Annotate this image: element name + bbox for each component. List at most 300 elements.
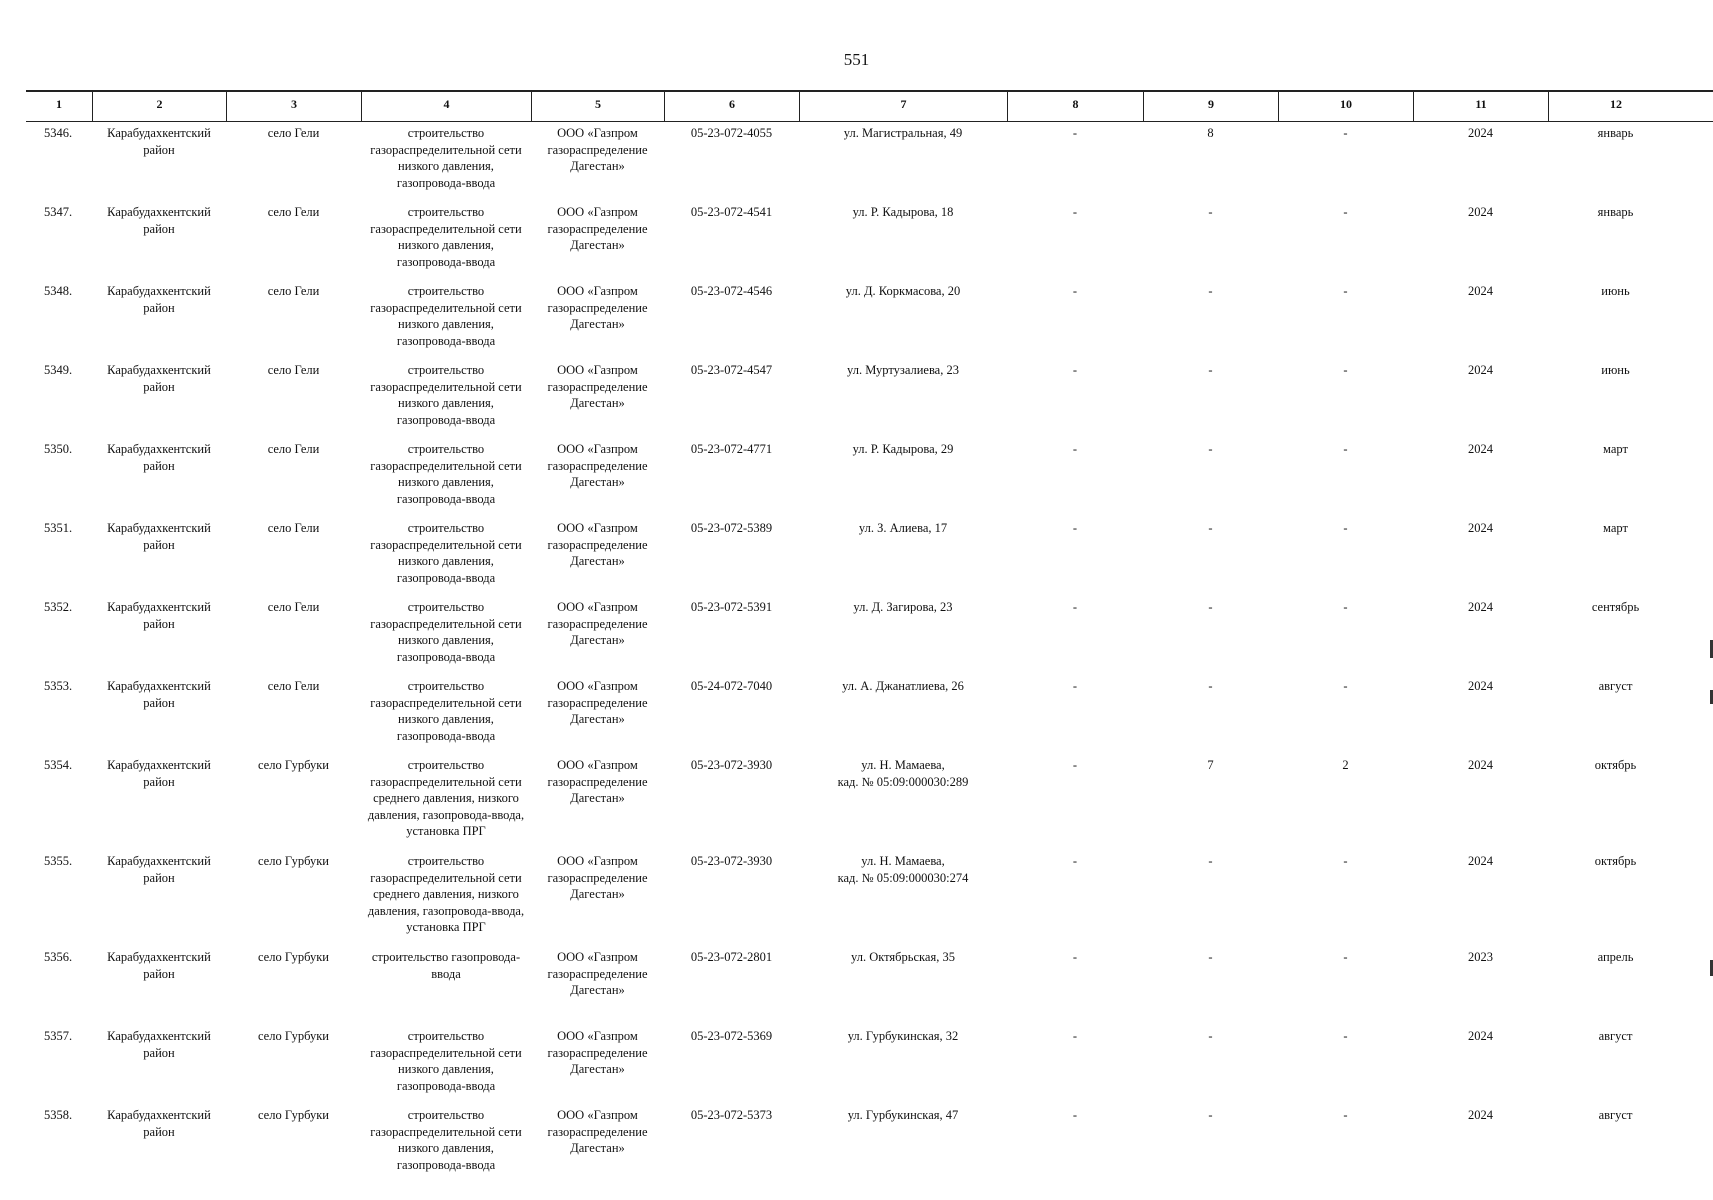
cell-line: Карабудахкентский: [107, 1108, 211, 1122]
cell-line: Карабудахкентский: [107, 679, 211, 693]
cell-line: ООО «Газпром: [557, 950, 638, 964]
table-cell-col-2: [92, 438, 226, 517]
table-cell-col-1: 5352.: [44, 600, 73, 614]
cell-line: строительство: [407, 205, 485, 219]
table-cell-col-4: [361, 280, 531, 359]
cell-line: Карабудахкентский: [107, 363, 211, 377]
table-cell-col-7: [799, 280, 1007, 359]
table-cell-col-5: [531, 1025, 664, 1104]
table-cell-col-10: -: [1343, 521, 1348, 535]
table-row: [26, 438, 1713, 517]
cell-line: газораспределительной сети: [370, 695, 522, 710]
cell-line: низкого давления,: [398, 317, 494, 331]
cell-line: газопровода-ввода: [396, 649, 496, 664]
cell-line: ул. Гурбукинская, 32: [847, 1029, 959, 1043]
cell-line: газораспределение: [547, 300, 648, 315]
table-cell-col-6: 05-23-072-3930: [690, 758, 773, 772]
table-cell-col-6: 05-23-072-2801: [690, 950, 773, 964]
table-cell-col-12: апрель: [1597, 950, 1634, 964]
table-cell-col-3: село Гурбуки: [257, 854, 329, 868]
cell-line: газораспределение: [547, 537, 648, 552]
table-cell-col-7: [799, 438, 1007, 517]
table-cell-col-7: [799, 517, 1007, 596]
cell-line: ООО «Газпром: [557, 1029, 638, 1043]
table-cell-col-1: 5355.: [44, 854, 73, 868]
cell-line: Карабудахкентский: [107, 205, 211, 219]
table-cell-col-3: село Гели: [267, 205, 320, 219]
table-cell-col-2: [92, 201, 226, 280]
cell-line: строительство газопровода-: [371, 950, 521, 964]
table-cell-col-5: [531, 280, 664, 359]
table-cell-col-2: [92, 754, 226, 850]
column-header: 10: [1278, 92, 1413, 121]
table-cell-col-11: 2024: [1468, 854, 1493, 868]
table-cell-col-7: [799, 1025, 1007, 1104]
table-cell-col-1: 5350.: [44, 442, 73, 456]
table-row: [26, 517, 1713, 596]
cell-line: ООО «Газпром: [557, 363, 638, 377]
table-cell-col-11: 2024: [1468, 1108, 1493, 1122]
cell-line: газораспределительной сети: [370, 458, 522, 473]
table-cell-col-8: -: [1072, 600, 1078, 614]
column-header: 3: [226, 92, 361, 121]
cell-line: ООО «Газпром: [557, 521, 638, 535]
cell-line: ул. Н. Мамаева,: [861, 758, 945, 772]
table-cell-col-8: -: [1072, 854, 1078, 868]
table-cell-col-6: 05-23-072-4771: [690, 442, 773, 456]
table-cell-col-2: [92, 1104, 226, 1183]
table-cell-col-6: 05-23-072-4055: [690, 126, 773, 140]
column-header: 12: [1548, 92, 1683, 121]
table-cell-col-12: сентябрь: [1591, 600, 1640, 614]
table-cell-col-3: село Гели: [267, 363, 320, 377]
cell-line: газопровода-ввода: [396, 412, 496, 427]
table-row: [26, 122, 1713, 201]
cell-line: Карабудахкентский: [107, 758, 211, 772]
cell-line: ООО «Газпром: [557, 758, 638, 772]
table-cell-col-8: -: [1072, 363, 1078, 377]
table-cell-col-5: [531, 438, 664, 517]
cell-line: ООО «Газпром: [557, 126, 638, 140]
cell-line: Дагестан»: [570, 159, 625, 173]
cell-line: газораспределение: [547, 221, 648, 236]
table-row: [26, 1104, 1713, 1183]
cell-line: газораспределение: [547, 142, 648, 157]
table-cell-col-11: 2024: [1468, 442, 1493, 456]
cell-line: Дагестан»: [570, 554, 625, 568]
table-row: [26, 280, 1713, 359]
cell-line: ООО «Газпром: [557, 1108, 638, 1122]
table-cell-col-8: -: [1072, 1108, 1078, 1122]
cell-line: газораспределение: [547, 870, 648, 885]
cell-line: кад. № 05:09:000030:289: [837, 774, 969, 789]
table-cell-col-7: [799, 201, 1007, 280]
cell-line: низкого давления,: [398, 475, 494, 489]
table-cell-col-9: -: [1208, 854, 1213, 868]
cell-line: Дагестан»: [570, 1062, 625, 1076]
table-row: [26, 201, 1713, 280]
cell-line: газораспределительной сети: [370, 221, 522, 236]
cell-line: газопровода-ввода: [396, 728, 496, 743]
cell-line: ввода: [431, 966, 461, 981]
table-cell-col-7: [799, 122, 1007, 201]
cell-line: строительство: [407, 363, 485, 377]
cell-line: Дагестан»: [570, 633, 625, 647]
table-cell-col-2: [92, 1025, 226, 1104]
table-cell-col-9: 7: [1207, 758, 1214, 772]
table-cell-col-8: -: [1072, 1029, 1078, 1043]
table-cell-col-12: июнь: [1601, 284, 1630, 298]
table-cell-col-2: [92, 359, 226, 438]
table-cell-col-8: -: [1072, 950, 1078, 964]
table-cell-col-10: -: [1343, 679, 1348, 693]
cell-line: строительство: [407, 126, 485, 140]
table-cell-col-9: -: [1208, 679, 1213, 693]
cell-line: Карабудахкентский: [107, 600, 211, 614]
cell-line: район: [143, 300, 175, 315]
cell-line: район: [143, 1045, 175, 1060]
table-cell-col-10: -: [1343, 205, 1348, 219]
table-cell-col-12: октябрь: [1594, 758, 1637, 772]
cell-line: газораспределение: [547, 1045, 648, 1060]
cell-line: низкого давления,: [398, 712, 494, 726]
cell-line: район: [143, 142, 175, 157]
cell-line: строительство: [407, 854, 485, 868]
cell-line: ул. Д. Загирова, 23: [853, 600, 953, 614]
table-cell-col-2: [92, 850, 226, 946]
cell-line: газораспределительной сети: [370, 537, 522, 552]
table-cell-col-9: -: [1208, 442, 1213, 456]
cell-line: ООО «Газпром: [557, 284, 638, 298]
table-cell-col-7: [799, 596, 1007, 675]
cell-line: газопровода-ввода: [396, 333, 496, 348]
cell-line: район: [143, 1124, 175, 1139]
table-cell-col-9: -: [1208, 1029, 1213, 1043]
cell-line: Дагестан»: [570, 317, 625, 331]
cell-line: ул. А. Джанатлиева, 26: [842, 679, 964, 693]
table-cell-col-1: 5348.: [44, 284, 73, 298]
cell-line: газораспределительной сети: [370, 379, 522, 394]
table-cell-col-9: 8: [1207, 126, 1214, 140]
table-cell-col-5: [531, 850, 664, 946]
cell-line: низкого давления,: [398, 238, 494, 252]
table-cell-col-3: село Гели: [267, 126, 320, 140]
table-cell-col-5: [531, 946, 664, 1025]
cell-line: низкого давления,: [398, 1141, 494, 1155]
table-cell-col-10: -: [1343, 284, 1348, 298]
table-cell-col-6: 05-23-072-5369: [690, 1029, 773, 1043]
table-cell-col-5: [531, 359, 664, 438]
table-cell-col-8: -: [1072, 205, 1078, 219]
cell-line: район: [143, 458, 175, 473]
cell-line: низкого давления,: [398, 396, 494, 410]
cell-line: Дагестан»: [570, 238, 625, 252]
data-table: [26, 90, 1713, 1183]
table-cell-col-3: село Гели: [267, 442, 320, 456]
cell-line: газораспределительной сети: [370, 1045, 522, 1060]
table-cell-col-2: [92, 122, 226, 201]
cell-line: низкого давления,: [398, 1062, 494, 1076]
table-cell-col-7: [799, 850, 1007, 946]
cell-line: строительство: [407, 758, 485, 772]
cell-line: газораспределительной сети: [370, 774, 522, 789]
table-row: [26, 675, 1713, 754]
table-cell-col-5: [531, 122, 664, 201]
table-cell-col-8: -: [1072, 126, 1078, 140]
table-cell-col-11: 2024: [1468, 363, 1493, 377]
table-cell-col-10: -: [1343, 442, 1348, 456]
table-cell-col-3: село Гурбуки: [257, 950, 329, 964]
table-cell-col-9: -: [1208, 284, 1213, 298]
table-cell-col-1: 5349.: [44, 363, 73, 377]
cell-line: газораспределительной сети: [370, 616, 522, 631]
cell-line: ул. Октябрьская, 35: [851, 950, 955, 964]
cell-line: Дагестан»: [570, 475, 625, 489]
cell-line: ул. З. Алиева, 17: [858, 521, 948, 535]
column-header: 5: [531, 92, 664, 121]
table-cell-col-11: 2024: [1468, 521, 1493, 535]
table-cell-col-4: [361, 201, 531, 280]
cell-line: ул. Магистральная, 49: [843, 126, 963, 140]
table-cell-col-10: -: [1343, 363, 1348, 377]
cell-line: Дагестан»: [570, 983, 625, 997]
cell-line: газораспределение: [547, 379, 648, 394]
table-row: [26, 754, 1713, 850]
table-cell-col-2: [92, 517, 226, 596]
cell-line: газораспределение: [547, 1124, 648, 1139]
cell-line: газораспределение: [547, 616, 648, 631]
cell-line: газопровода-ввода: [396, 491, 496, 506]
table-cell-col-10: -: [1343, 126, 1348, 140]
table-cell-col-4: [361, 946, 531, 1025]
cell-line: газораспределительной сети: [370, 1124, 522, 1139]
cell-line: Карабудахкентский: [107, 1029, 211, 1043]
table-cell-col-12: октябрь: [1594, 854, 1637, 868]
table-cell-col-10: -: [1343, 950, 1348, 964]
table-cell-col-6: 05-23-072-4546: [690, 284, 773, 298]
table-cell-col-8: -: [1072, 284, 1078, 298]
cell-line: газораспределительной сети: [370, 870, 522, 885]
table-cell-col-2: [92, 675, 226, 754]
table-cell-col-6: 05-23-072-4547: [690, 363, 773, 377]
cell-line: низкого давления,: [398, 633, 494, 647]
table-cell-col-1: 5358.: [44, 1108, 73, 1122]
table-cell-col-9: -: [1208, 600, 1213, 614]
table-cell-col-11: 2024: [1468, 600, 1493, 614]
table-cell-col-6: 05-23-072-3930: [690, 854, 773, 868]
table-cell-col-10: -: [1343, 854, 1348, 868]
table-cell-col-12: январь: [1597, 205, 1634, 219]
cell-line: район: [143, 221, 175, 236]
table-cell-col-4: [361, 850, 531, 946]
column-header: 9: [1143, 92, 1278, 121]
cell-line: ул. Гурбукинская, 47: [847, 1108, 959, 1122]
cell-line: район: [143, 870, 175, 885]
table-cell-col-3: село Гели: [267, 679, 320, 693]
cell-line: ул. Р. Кадырова, 18: [852, 205, 954, 219]
table-cell-col-8: -: [1072, 442, 1078, 456]
column-header: 11: [1413, 92, 1548, 121]
table-cell-col-8: -: [1072, 521, 1078, 535]
table-cell-col-3: село Гели: [267, 600, 320, 614]
cell-line: среднего давления, низкого: [373, 887, 519, 901]
column-header: 1: [56, 97, 62, 111]
table-cell-col-3: село Гели: [267, 284, 320, 298]
table-cell-col-11: 2024: [1468, 205, 1493, 219]
table-cell-col-8: -: [1072, 679, 1078, 693]
column-header: 6: [664, 92, 799, 121]
cell-line: район: [143, 966, 175, 981]
table-header: [26, 90, 1713, 122]
table-cell-col-5: [531, 517, 664, 596]
cell-line: Карабудахкентский: [107, 284, 211, 298]
cell-line: строительство: [407, 679, 485, 693]
cell-line: район: [143, 616, 175, 631]
cell-line: установка ПРГ: [406, 824, 486, 838]
column-header: 2: [92, 92, 226, 121]
table-cell-col-2: [92, 596, 226, 675]
table-row: [26, 596, 1713, 675]
table-cell-col-12: август: [1598, 1029, 1633, 1043]
table-cell-col-12: январь: [1597, 126, 1634, 140]
table-cell-col-7: [799, 675, 1007, 754]
table-cell-col-4: [361, 1025, 531, 1104]
table-cell-col-9: -: [1208, 205, 1213, 219]
cell-line: ООО «Газпром: [557, 205, 638, 219]
cell-line: ООО «Газпром: [557, 679, 638, 693]
table-cell-col-5: [531, 596, 664, 675]
cell-line: ул. Н. Мамаева,: [861, 854, 945, 868]
table-cell-col-11: 2023: [1468, 950, 1493, 964]
table-cell-col-12: август: [1598, 1108, 1633, 1122]
table-cell-col-10: -: [1343, 1029, 1348, 1043]
table-cell-col-1: 5357.: [44, 1029, 73, 1043]
cell-line: Карабудахкентский: [107, 950, 211, 964]
column-header: 7: [799, 92, 1007, 121]
table-cell-col-5: [531, 675, 664, 754]
cell-line: газопровода-ввода: [396, 254, 496, 269]
cell-line: газораспределительной сети: [370, 142, 522, 157]
cell-line: строительство: [407, 1029, 485, 1043]
cell-line: строительство: [407, 442, 485, 456]
table-cell-col-1: 5346.: [44, 126, 73, 140]
cell-line: Дагестан»: [570, 396, 625, 410]
table-cell-col-2: [92, 280, 226, 359]
table-cell-col-6: 05-23-072-5391: [690, 600, 773, 614]
page-number: 551: [843, 50, 870, 69]
cell-line: ООО «Газпром: [557, 442, 638, 456]
cell-line: Дагестан»: [570, 1141, 625, 1155]
cell-line: ООО «Газпром: [557, 854, 638, 868]
cell-line: ул. Муртузалиева, 23: [847, 363, 959, 377]
cell-line: Дагестан»: [570, 712, 625, 726]
table-cell-col-4: [361, 359, 531, 438]
cell-line: строительство: [407, 600, 485, 614]
cell-line: район: [143, 774, 175, 789]
table-cell-col-4: [361, 517, 531, 596]
cell-line: низкого давления,: [398, 159, 494, 173]
cell-line: газораспределительной сети: [370, 300, 522, 315]
cell-line: газораспределение: [547, 695, 648, 710]
table-cell-col-12: март: [1603, 442, 1628, 456]
table-cell-col-3: село Гурбуки: [257, 1029, 329, 1043]
cell-line: строительство: [407, 521, 485, 535]
table-cell-col-1: 5354.: [44, 758, 73, 772]
cell-line: район: [143, 379, 175, 394]
cell-line: давления, газопровода-ввода,: [367, 903, 525, 918]
cell-line: газораспределение: [547, 774, 648, 789]
table-cell-col-4: [361, 438, 531, 517]
table-body: [26, 122, 1713, 1183]
table-cell-col-8: -: [1072, 758, 1078, 772]
cell-line: газопровода-ввода: [396, 1157, 496, 1172]
cell-line: строительство: [407, 284, 485, 298]
cell-line: строительство: [407, 1108, 485, 1122]
table-cell-col-5: [531, 754, 664, 850]
cell-line: низкого давления,: [398, 554, 494, 568]
cell-line: Карабудахкентский: [107, 442, 211, 456]
table-cell-col-9: -: [1208, 363, 1213, 377]
cell-line: среднего давления, низкого: [373, 791, 519, 805]
cell-line: ул. Д. Коркмасова, 20: [845, 284, 961, 298]
cell-line: Карабудахкентский: [107, 521, 211, 535]
table-cell-col-7: [799, 1104, 1007, 1183]
table-cell-col-2: [92, 946, 226, 1025]
table-row: [26, 850, 1713, 946]
table-cell-col-7: [799, 754, 1007, 850]
table-cell-col-9: -: [1208, 521, 1213, 535]
table-cell-col-11: 2024: [1468, 126, 1493, 140]
table-cell-col-4: [361, 754, 531, 850]
cell-line: Дагестан»: [570, 887, 625, 901]
table-cell-col-10: -: [1343, 600, 1348, 614]
cell-line: давления, газопровода-ввода,: [367, 807, 525, 822]
table-cell-col-3: село Гурбуки: [257, 1108, 329, 1122]
cell-line: кад. № 05:09:000030:274: [837, 870, 969, 885]
table-cell-col-6: 05-23-072-4541: [690, 205, 773, 219]
cell-line: Карабудахкентский: [107, 126, 211, 140]
cell-line: Карабудахкентский: [107, 854, 211, 868]
table-cell-col-5: [531, 201, 664, 280]
cell-line: ООО «Газпром: [557, 600, 638, 614]
table-cell-col-9: -: [1208, 950, 1213, 964]
cell-line: установка ПРГ: [406, 920, 486, 934]
table-cell-col-12: июнь: [1601, 363, 1630, 377]
table-cell-col-6: 05-24-072-7040: [690, 679, 773, 693]
table-cell-col-6: 05-23-072-5373: [690, 1108, 773, 1122]
table-cell-col-12: август: [1598, 679, 1633, 693]
table-cell-col-4: [361, 122, 531, 201]
table-cell-col-3: село Гели: [267, 521, 320, 535]
cell-line: газопровода-ввода: [396, 1078, 496, 1093]
table-cell-col-7: [799, 946, 1007, 1025]
table-row: [26, 359, 1713, 438]
table-row: [26, 1025, 1713, 1104]
table-cell-col-12: март: [1603, 521, 1628, 535]
table-cell-col-4: [361, 596, 531, 675]
cell-line: газопровода-ввода: [396, 570, 496, 585]
table-cell-col-1: 5356.: [44, 950, 73, 964]
table-cell-col-1: 5353.: [44, 679, 73, 693]
cell-line: район: [143, 537, 175, 552]
cell-line: Дагестан»: [570, 791, 625, 805]
table-cell-col-5: [531, 1104, 664, 1183]
table-cell-col-11: 2024: [1468, 1029, 1493, 1043]
table-cell-col-1: 5347.: [44, 205, 73, 219]
table-cell-col-7: [799, 359, 1007, 438]
table-cell-col-4: [361, 675, 531, 754]
table-cell-col-9: -: [1208, 1108, 1213, 1122]
